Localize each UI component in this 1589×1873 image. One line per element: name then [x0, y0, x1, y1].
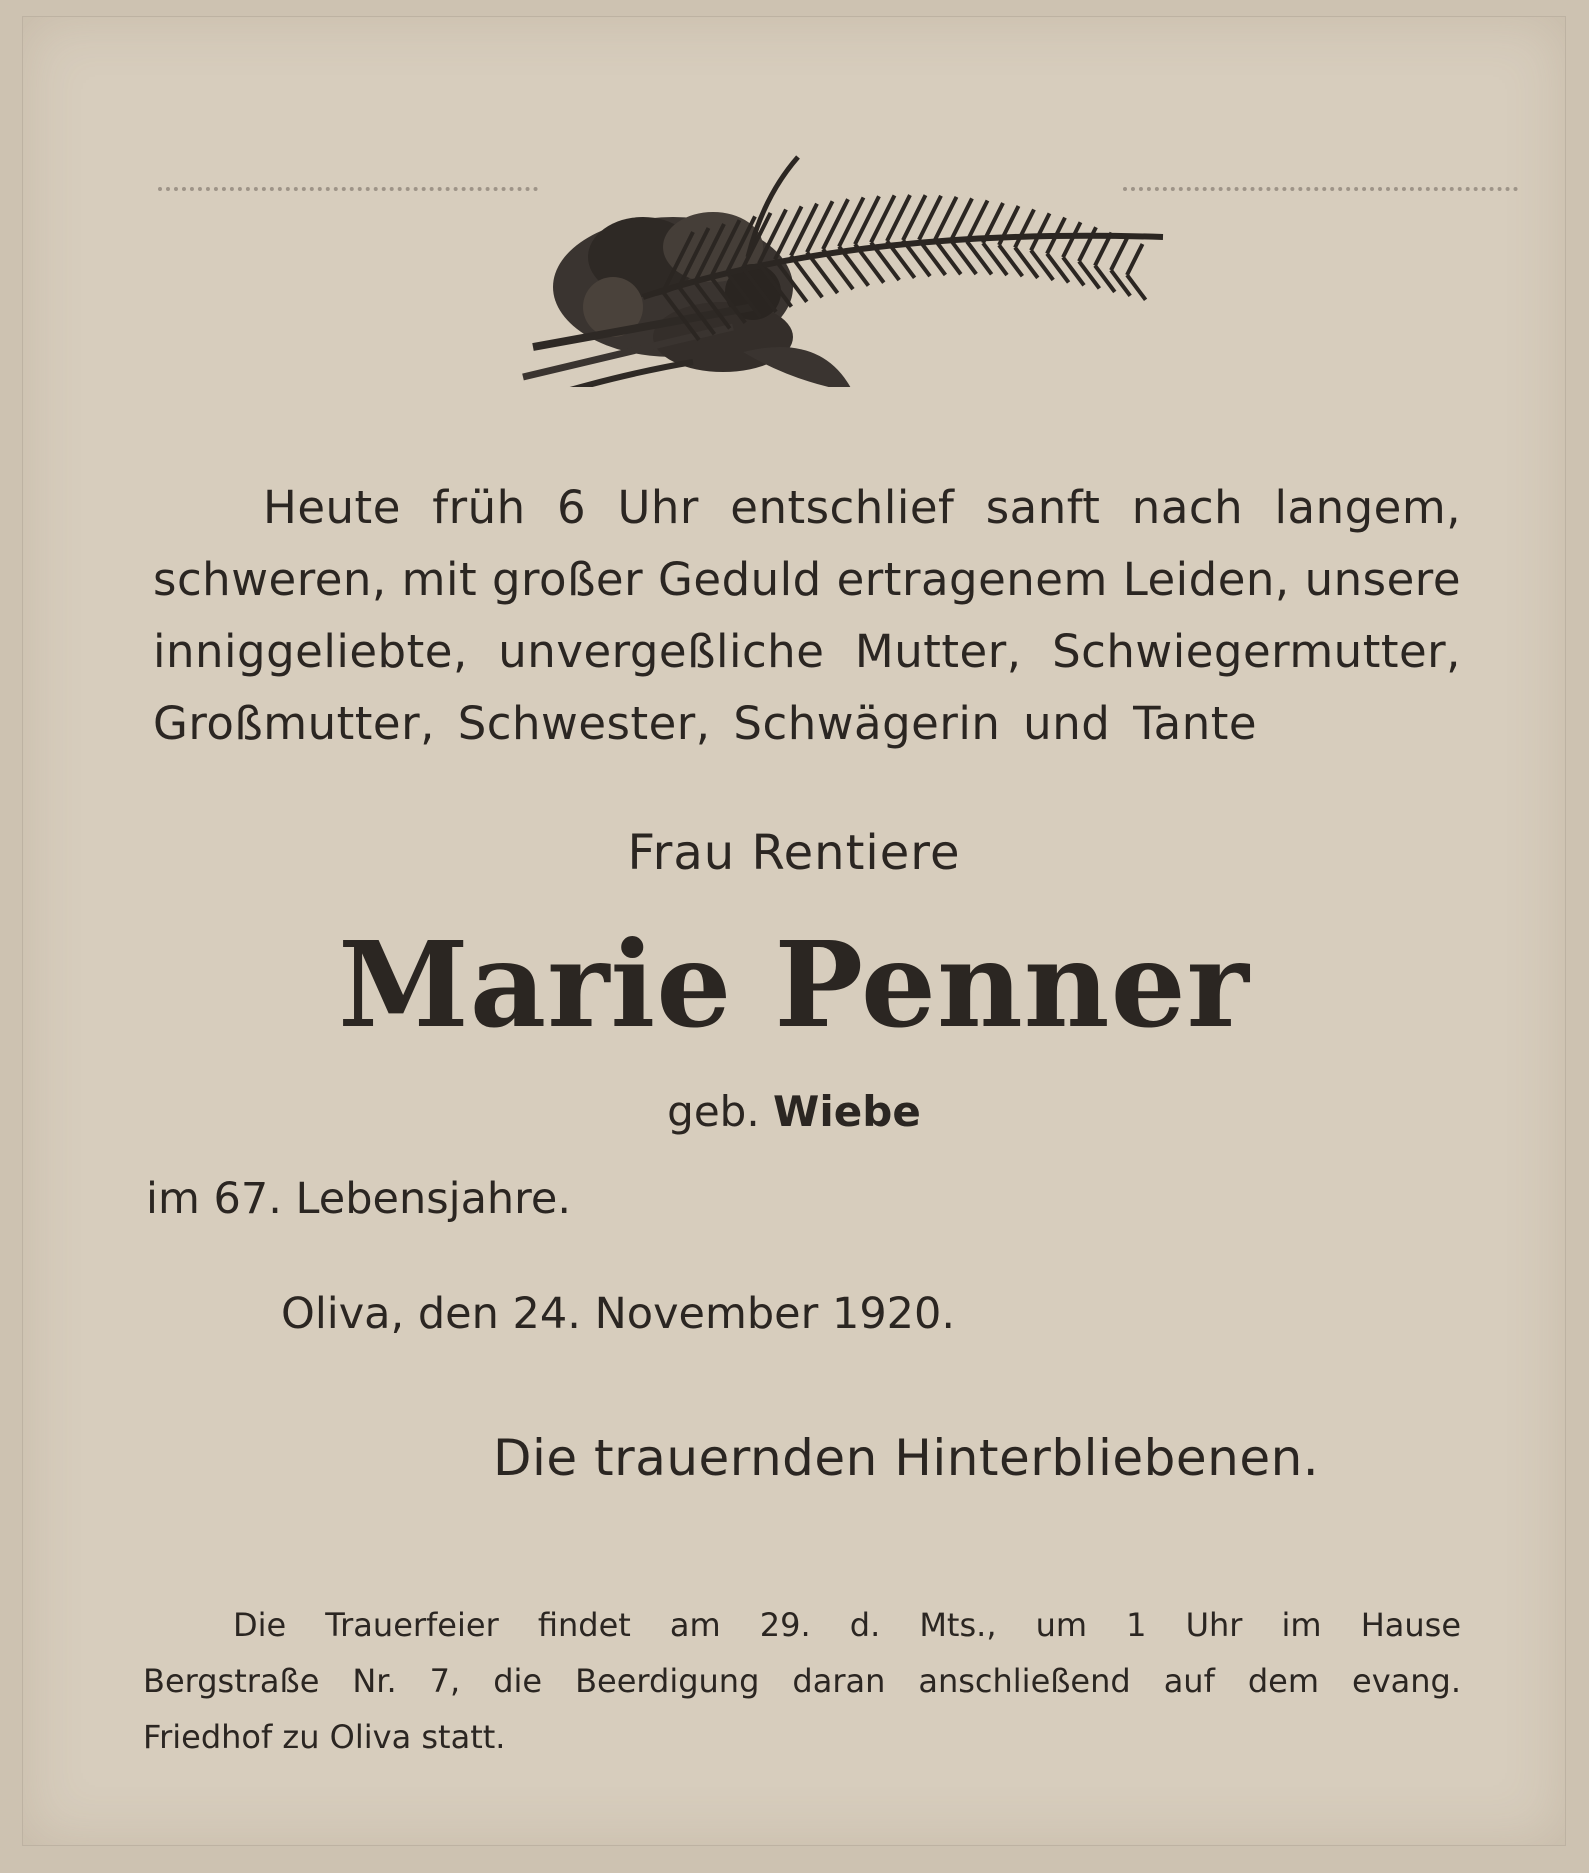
place-date-line: Oliva, den 24. November 1920. [281, 1289, 956, 1339]
intro-paragraph [153, 472, 1461, 760]
palm-frond-wreath-icon [493, 137, 1173, 387]
dotted-divider-right [1123, 187, 1518, 197]
footer-line-3: Friedhof zu Oliva statt. [143, 1718, 506, 1756]
footer-line-1: Die Trauerfeier findet am 29. d. Mts., um 1 Uhr im Hause [233, 1606, 1461, 1644]
age-line: im 67. Lebensjahre. [146, 1174, 572, 1224]
intro-line-2: schweren, mit großer Geduld ertragenem Leiden, unsere [153, 553, 1461, 606]
deceased-name: Marie Penner [338, 915, 1250, 1054]
intro-line-4: Großmutter, Schwester, Schwägerin und Tante [153, 697, 1258, 750]
born-prefix: geb. [667, 1087, 760, 1136]
maiden-name-line [23, 1087, 1565, 1136]
closing-signature: Die trauernden Hinterbliebenen. [493, 1429, 1320, 1487]
funeral-details [143, 1597, 1461, 1765]
intro-line-1: Heute früh 6 Uhr entschlief sanft nach langem, [263, 481, 1461, 534]
intro-line-3: inniggeliebte, unvergeßliche Mutter, Schwiegermutter, [153, 625, 1461, 678]
deceased-title: Frau Rentiere [627, 825, 961, 881]
dotted-divider-left [158, 187, 538, 197]
footer-line-2: Bergstraße Nr. 7, die Beerdigung daran anschließend auf dem evang. [143, 1662, 1461, 1700]
maiden-name: Wiebe [773, 1087, 921, 1136]
obituary-notice [22, 16, 1566, 1846]
